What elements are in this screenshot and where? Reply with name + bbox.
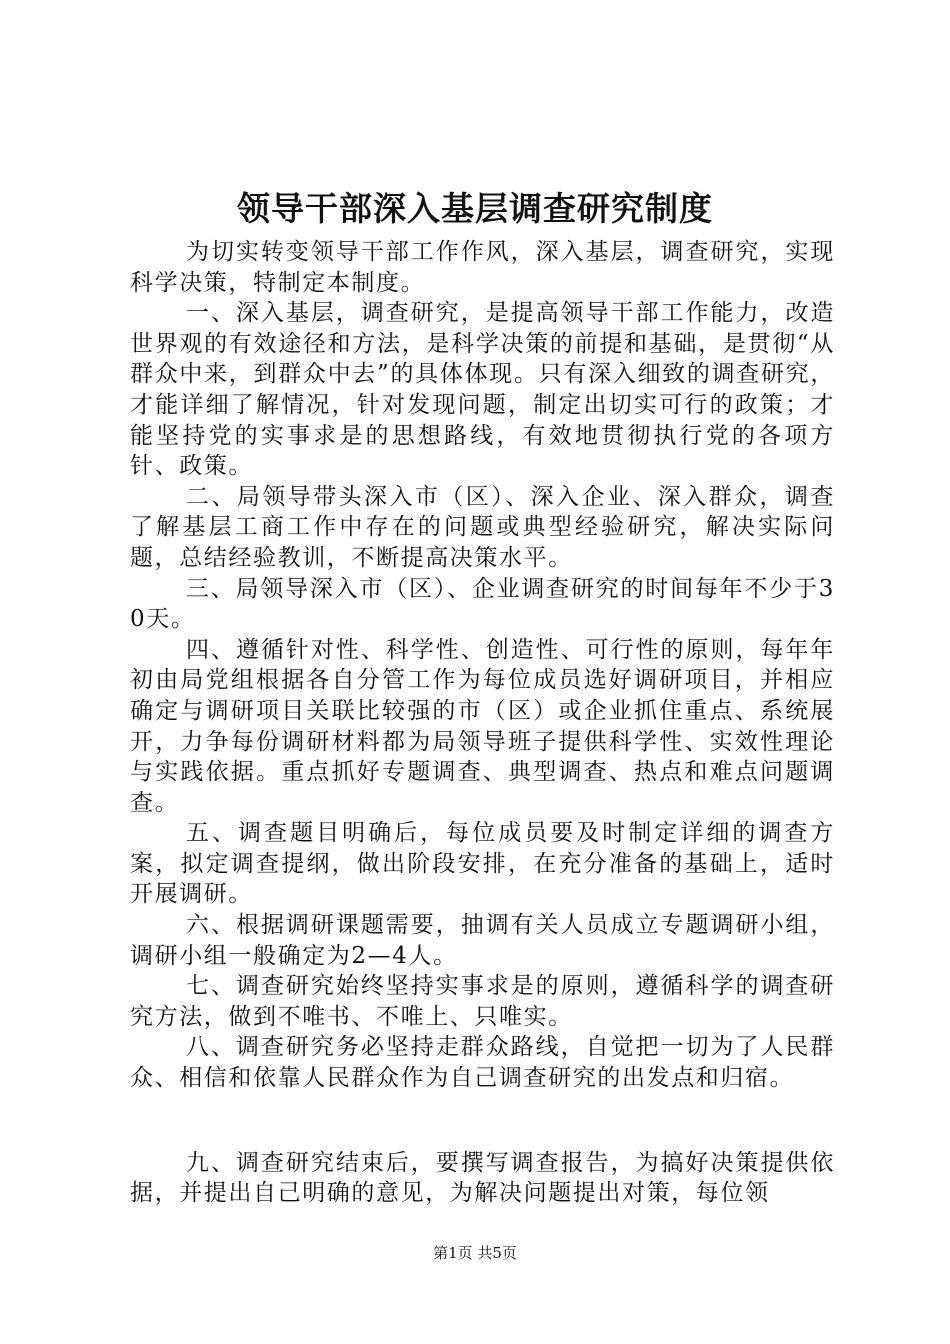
document-title: 领导干部深入基层调查研究制度 (237, 189, 713, 228)
paragraph-spacer (130, 1094, 835, 1148)
paragraph-item-2: 二、局领导带头深入市（区）、深入企业、深入群众，调查了解基层工商工作中存在的问题或典型经验研究，解决实际问题，总结经验教训，不断提高决策水平。 (130, 483, 835, 571)
paragraph-item-3: 三、局领导深入市（区）、企业调查研究的时间每年不少于30天。 (130, 575, 835, 633)
paragraph-item-5: 五、调查题目明确后，每位成员要及时制定详细的调查方案，拟定调查提纲，做出阶段安排，在充分准备的基础上，适时开展调研。 (130, 820, 835, 908)
paragraph-item-4: 四、遵循针对性、科学性、创造性、可行性的原则，每年年初由局党组根据各自分管工作为每位成员选好调研项目，并相应确定与调研项目关联比较强的市（区）或企业抓住重点、系统展开，力争每份调研材料都为局领导班子提供科学性、实效性理论与实践依据。重点抓好专题调查、典型调查、热点和难点问题调查。 (130, 636, 835, 816)
page-number-footer: 第1页 共5页 (433, 1244, 517, 1262)
paragraph-item-8: 八、调查研究务必坚持走群众路线，自觉把一切为了人民群众、相信和依靠人民群众作为自己调查研究的出发点和归宿。 (130, 1034, 835, 1092)
paragraph-intro: 为切实转变领导干部工作作风，深入基层，调查研究，实现科学决策，特制定本制度。 (130, 239, 835, 296)
paragraph-item-1: 一、深入基层，调查研究，是提高领导干部工作能力，改造世界观的有效途径和方法，是科学决策的前提和基础，是贯彻“从群众中来，到群众中去”的具体体现。只有深入细致的调查研究，才能详细了解情况，针对发现问题，制定出切实可行的政策；才能坚持党的实事求是的思想路线，有效地贯彻执行党的各项方针、政策。 (130, 300, 835, 480)
paragraph-item-6: 六、根据调研课题需要，抽调有关人员成立专题调研小组，调研小组一般确定为2—4人。 (130, 912, 835, 969)
document-body (130, 237, 835, 1209)
paragraph-item-9: 九、调查研究结束后，要撰写调查报告，为搞好决策提供依据，并提出自己明确的意见，为解决问题提出对策，每位领 (130, 1149, 835, 1207)
paragraph-item-7: 七、调查研究始终坚持实事求是的原则，遵循科学的调查研究方法，做到不唯书、不唯上、只唯实。 (130, 973, 835, 1030)
